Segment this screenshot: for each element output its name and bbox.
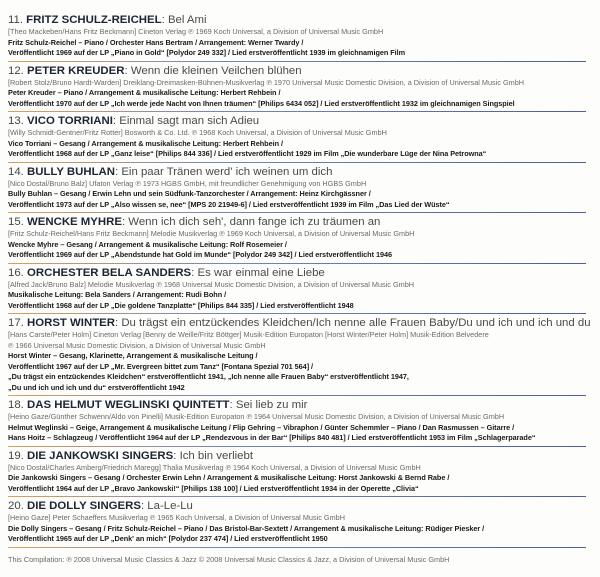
track-song: Einmal sagt man sich Adieu — [119, 115, 260, 127]
track-entry — [8, 13, 586, 64]
section-divider — [8, 547, 586, 548]
track-number: 19. — [8, 449, 24, 462]
track-publishing-credit: [Fritz Schulz-Reichel/Hans Fritz Beckmann] Melodie Musikverlag ℗ 1969 Koch Universal, a Division of Universal Music GmbH — [8, 229, 415, 238]
track-number: 16. — [8, 266, 24, 279]
track-entry — [8, 215, 586, 266]
track-song: Wenn ich dich seh', dann fange ich zu träumen an — [128, 216, 381, 228]
track-song: La-Le-Lu — [147, 500, 193, 512]
track-release-details: Peter Kreuder – Piano / Arrangement & musikalische Leitung: Herbert Rehbein / — [8, 88, 281, 97]
track-title: 18. DAS HELMUT WEGLINSKI QUINTETT: Sei lieb zu mir — [8, 399, 308, 411]
track-release-details: Veröffentlicht 1970 auf der LP „Ich werde jede Nacht von Ihnen träumen“ [Philips 6434 052] / Lied erstveröffentlicht 1932 im gleichnamigen Singspiel — [8, 98, 515, 108]
track-release-details: Musikalische Leitung: Bela Sanders / Arrangement: Rudi Bohn / — [8, 290, 227, 299]
track-title: 16. ORCHESTER BELA SANDERS: Es war einmal eine Liebe — [8, 266, 325, 279]
track-title: 15. WENCKE MYHRE: Wenn ich dich seh', dann fange ich zu träumen an — [8, 216, 381, 228]
track-release-details: Die Dolly Singers – Gesang / Fritz Schulz-Reichel – Piano / Das Bristol-Bar-Sextett / Arrangement & musikalische Leitung: Rüdiger Piesker / — [8, 523, 485, 533]
compilation-copyright: This Compilation: ℗ 2008 Universal Music Classics & Jazz © 2008 Universal Music Classics & Jazz, a Division of Universal Music GmbH — [8, 554, 450, 564]
track-entry — [8, 266, 586, 317]
track-release-details: Vico Torriani – Gesang / Arrangement & musikalische Leitung: Herbert Rehbein / — [8, 138, 283, 148]
track-release-details: Die Jankowski Singers – Gesang / Orchester Erwin Lehn / Arrangement & musikalische Leitung: Horst Jankowski & Bernd Rabe / — [8, 473, 450, 482]
track-publishing-credit: [Alfred Jack/Bruno Balz] Melodie Musikverlag ℗ 1968 Universal Music Domestic Division, a Division of Universal Music GmbH — [8, 279, 415, 289]
track-release-details: Veröffentlicht 1973 auf der LP „Also wissen se, nee“ [MPS 20 21949-6] / Lied erstveröffentlicht 1939 im Film „Das Lied der Wüste“ — [8, 199, 450, 209]
track-publishing-credit: [Willy Schmidt-Gentner/Fritz Rotter] Bosworth & Co. Ltd. ℗ 1968 Koch Universal, a Division of Universal Music GmbH — [8, 128, 387, 137]
section-divider — [8, 395, 586, 396]
section-divider — [8, 263, 586, 264]
track-release-details: Helmut Weglinski – Geige, Arrangement & musikalische Leitung / Flip Gehring – Vibraphon / Günter Schemmler – Piano / Dan Rasmussen – Gitarre / — [8, 422, 515, 432]
track-release-details: Veröffentlicht 1969 auf der LP „Abendstunde hat Gold im Munde“ [Polydor 249 342] / Lied erstveröffentlicht 1946 — [8, 250, 392, 259]
track-release-details: Wencke Myhre – Gesang / Arrangement & musikalische Leitung: Rolf Rosemeier / — [8, 239, 287, 249]
track-publishing-credit: [Hans Carste/Peter Holm] Cineton Verlag [Benny de Weille/Fritz Böttger] Musik-Edition Europaton [Horst Winter/Peter Holm] Musik-Edition Belvedere — [8, 330, 489, 339]
track-entry — [8, 398, 586, 449]
track-song: Ein paar Tränen werd' ich weinen um dich — [121, 165, 333, 178]
track-artist: DIE DOLLY SINGERS — [27, 500, 141, 512]
section-divider — [8, 61, 586, 62]
section-divider — [8, 496, 586, 497]
track-release-details: Veröffentlicht 1964 auf der LP „Bravo Jankowski!“ [Philips 138 100] / Lied erstveröffentlicht 1934 in der Operette „Clivia“ — [8, 483, 419, 493]
track-release-details: Veröffentlicht 1965 auf der LP „Denk' an mich“ [Polydor 237 474] / Lied erstveröffentlicht 1950 — [8, 534, 328, 543]
track-release-details: „Du und ich und ich und du“ erstveröffentlicht 1942 — [8, 382, 185, 392]
track-number: 20. — [8, 500, 24, 512]
track-release-details: Bully Buhlan – Gesang / Erwin Lehn und sein Südfunk-Tanzorchester / Arrangement: Heinz Kirchgässner / — [8, 189, 371, 198]
track-entry — [8, 449, 586, 500]
track-title: 12. PETER KREUDER: Wenn die kleinen Veilchen blühen — [8, 64, 302, 77]
track-artist: WENCKE MYHRE — [27, 216, 122, 228]
track-title: 19. DIE JANKOWSKI SINGERS: Ich bin verliebt — [8, 449, 254, 462]
track-entry — [8, 114, 586, 165]
track-release-details: Veröffentlicht 1968 auf der LP „Die goldene Tanzplatte“ [Philips 844 335] / Lied erstveröffentlicht 1948 — [8, 300, 354, 310]
track-publishing-credit: ℗ 1966 Universal Music Domestic Division, a Division of Universal Music GmbH — [8, 340, 266, 350]
track-song: Es war einmal eine Liebe — [197, 266, 325, 279]
track-song: Ich bin verliebt — [179, 449, 254, 462]
track-song: Sei lieb zu mir — [235, 399, 308, 411]
track-number: 17. — [8, 317, 24, 329]
track-song: Bel Ami — [167, 14, 207, 26]
section-divider — [8, 313, 586, 314]
track-artist: BULLY BUHLAN — [27, 165, 115, 178]
track-list — [8, 13, 591, 550]
track-release-details: Veröffentlicht 1967 auf der LP „Mr. Evergreen bittet zum Tanz“ [Fontana Spezial 701 564] / — [8, 361, 314, 371]
track-entry — [8, 165, 586, 216]
track-number: 12. — [8, 64, 24, 77]
track-artist: DAS HELMUT WEGLINSKI QUINTETT — [27, 399, 230, 411]
track-release-details: Hans Hoitz – Schlagzeug / Veröffentlicht 1964 auf der LP „Rendezvous in der Bar“ [Philips 840 481] / Lied erstveröffentlicht 1953 im Film „Schlagerparade“ — [8, 433, 536, 442]
section-divider — [8, 111, 586, 112]
track-publishing-credit: [Theo Mackeben/Hans Fritz Beckmann] Cineton Verlag ℗ 1969 Koch Universal, a Division of Universal Music GmbH — [8, 27, 384, 36]
track-entry — [8, 316, 591, 398]
track-publishing-credit: [Nico Dostal/Charles Amberg/Friedrich Maregg] Thalia Musikverlag ℗ 1964 Koch Universal, a Division of Universal Music GmbH — [8, 462, 421, 472]
track-artist: ORCHESTER BELA SANDERS — [27, 266, 192, 279]
track-release-details: Veröffentlicht 1969 auf der LP „Piano in Gold“ [Polydor 249 332] / Lied erstveröffentlicht 1939 im gleichnamigen Film — [8, 48, 406, 57]
track-title: 14. BULLY BUHLAN: Ein paar Tränen werd' ich weinen um dich — [8, 165, 333, 178]
track-release-details: Horst Winter – Gesang, Klarinette, Arrangement & musikalische Leitung / — [8, 351, 258, 360]
track-release-details: „Du trägst ein entzückendes Kleidchen“ erstveröffentlicht 1941, „Ich nenne alle Frauen Baby“ erstveröffentlicht 1947, — [8, 372, 409, 381]
track-song: Du trägst ein entzückendes Kleidchen/Ich nenne alle Frauen Baby/Du und ich und ich und du — [121, 317, 591, 329]
track-number: 11. — [8, 14, 23, 26]
track-release-details: Veröffentlicht 1968 auf der LP „Ganz leise“ [Philips 844 336] / Lied erstveröffentlicht 1929 im Film „Die wunderbare Lüge der Nina Petrowna“ — [8, 149, 487, 158]
track-number: 18. — [8, 399, 24, 411]
track-publishing-credit: [Nico Dostal/Bruno Balz] Ufaton Verlag ℗ 1973 HGBS GmbH, mit freundlicher Genehmigung von HGBS GmbH — [8, 178, 367, 188]
section-divider — [8, 162, 586, 163]
track-artist: PETER KREUDER — [27, 64, 125, 77]
track-title: 13. VICO TORRIANI: Einmal sagt man sich Adieu — [8, 115, 260, 127]
section-divider — [8, 212, 586, 213]
track-artist: DIE JANKOWSKI SINGERS — [27, 449, 174, 462]
track-number: 13. — [8, 115, 24, 127]
section-divider — [8, 446, 586, 447]
track-title: 17. HORST WINTER: Du trägst ein entzückendes Kleidchen/Ich nenne alle Frauen Baby/Du und ich und ich und du — [8, 317, 591, 329]
track-title: 11. FRITZ SCHULZ-REICHEL: Bel Ami — [8, 14, 207, 26]
track-artist: FRITZ SCHULZ-REICHEL — [26, 14, 162, 26]
track-entry — [8, 499, 586, 550]
track-release-details: Fritz Schulz-Reichel – Piano / Orchester Hans Bertram / Arrangement: Werner Twardy / — [8, 37, 304, 47]
track-song: Wenn die kleinen Veilchen blühen — [130, 64, 302, 77]
track-number: 15. — [8, 216, 24, 228]
track-artist: HORST WINTER — [27, 317, 115, 329]
track-number: 14. — [8, 165, 24, 178]
track-artist: VICO TORRIANI — [27, 115, 113, 127]
track-publishing-credit: [Heino Gaze/Günther Schwenn/Aldo von Pinelli] Musik-Edition Europaton ℗ 1964 Universal Music Domestic Division, a Division of Universal Music GmbH — [8, 412, 505, 421]
track-entry — [8, 64, 586, 115]
track-title: 20. DIE DOLLY SINGERS: La-Le-Lu — [8, 500, 193, 512]
track-publishing-credit: [Robert Stolz/Bruno Hardt-Warden] Dreiklang-Dreimasken-Bühnen-Musikverlag ℗ 1970 Universal Music Domestic Division, a Division of Universal Music GmbH — [8, 77, 525, 87]
track-publishing-credit: [Heino Gaze] Peter Schaeffers Musikverlag ℗ 1965 Koch Universal, a Division of Universal Music GmbH — [8, 513, 345, 522]
